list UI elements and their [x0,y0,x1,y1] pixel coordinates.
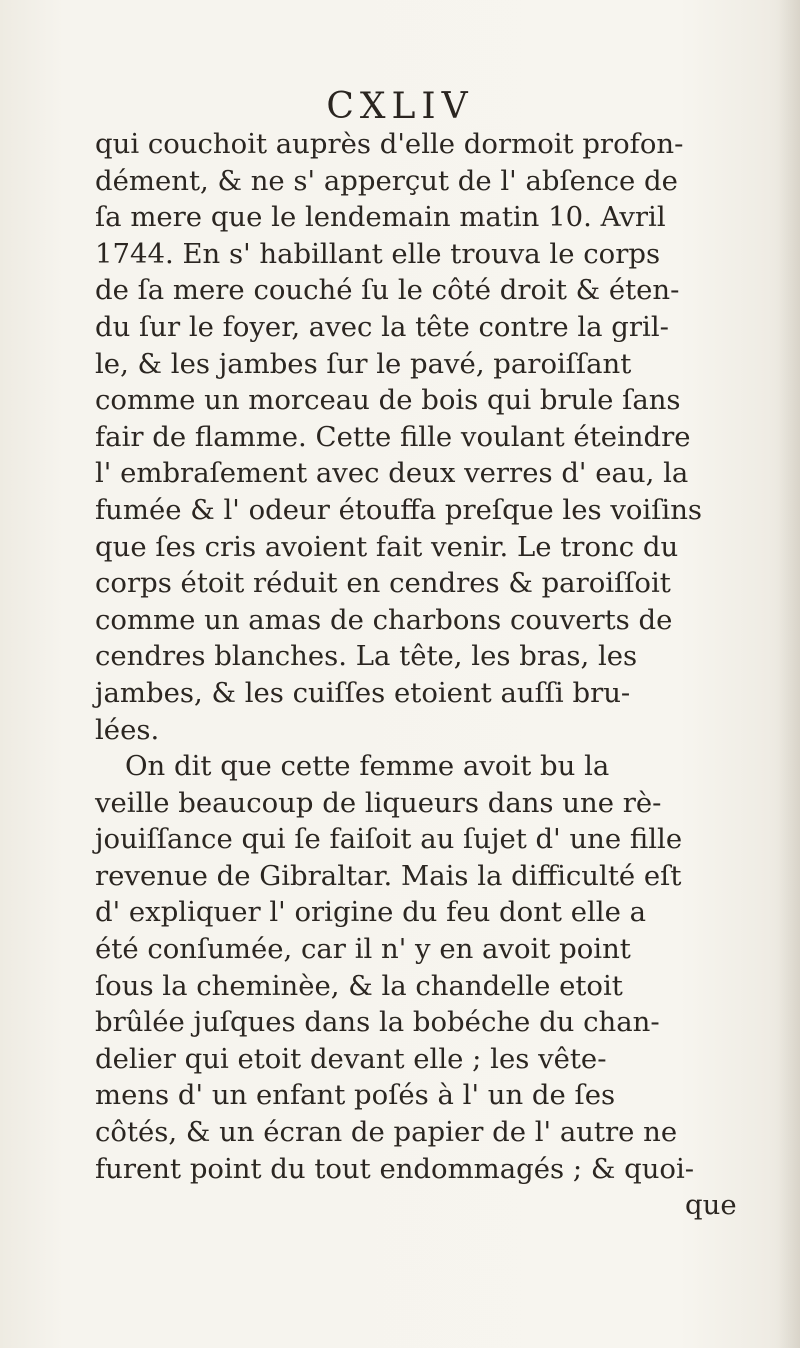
text-line-26: delier qui etoit devant elle ; les vête- [95,1042,607,1075]
text-line-18: On dit que cette femme avoit bu la [125,750,610,783]
catchword: que [685,1189,737,1222]
text-line-7: le, & les jambes ſur le pavé, paroiſſant [95,347,632,380]
text-line-16: jambes, & les cuiſſes etoient auſſi bru- [95,676,631,709]
text-line-5: de ſa mere couché ſu le côté droit & éten- [95,274,680,307]
body-text [95,126,775,1224]
text-line-11: fumée & l' odeur étouffa preſque les voiſins [95,493,703,526]
text-line-3: ſa mere que le lendemain matin 10. Avril [95,201,666,234]
text-line-17: lées. [95,713,160,746]
text-line-27: mens d' un enfant poſés à l' un de ſes [95,1079,616,1112]
text-line-22: d' expliquer l' origine du feu dont elle a [95,896,646,929]
text-line-13: corps étoit réduit en cendres & paroiſſoit [95,567,671,600]
text-line-20: jouiſſance qui ſe faiſoit au ſujet d' une fille [95,823,683,856]
text-line-8: comme un morceau de bois qui brule ſans [95,384,681,417]
text-line-23: été conſumée, car il n' y en avoit point [95,933,631,966]
text-line-2: dément, & ne s' apperçut de l' abſence de [95,164,678,197]
text-line-6: du ſur le foyer, avec la tête contre la gril- [95,310,669,343]
page-edge-shadow [778,0,800,1348]
text-line-10: l' embraſement avec deux verres d' eau, la [95,457,689,490]
text-line-21: revenue de Gibraltar. Mais la difficulté eſt [95,859,682,892]
text-line-4: 1744. En s' habillant elle trouva le corps [95,237,661,270]
text-line-28: côtés, & un écran de papier de l' autre ne [95,1116,678,1149]
text-line-25: brûlée juſques dans la bobéche du chan- [95,1006,660,1039]
text-line-29: furent point du tout endommagés ; & quoi- [95,1152,695,1185]
text-line-14: comme un amas de charbons couverts de [95,603,673,636]
page-header: CXLIV [326,86,474,127]
text-line-12: que ſes cris avoient fait venir. Le tronc du [95,530,679,563]
text-line-1: qui couchoit auprès d'elle dormoit profon- [95,128,684,160]
text-line-15: cendres blanches. La tête, les bras, les [95,640,638,673]
text-line-24: ſous la cheminèe, & la chandelle etoit [95,969,623,1002]
text-line-19: veille beaucoup de liqueurs dans une rè- [95,786,662,819]
text-line-9: fair de flamme. Cette fille voulant éteindre [95,420,691,453]
